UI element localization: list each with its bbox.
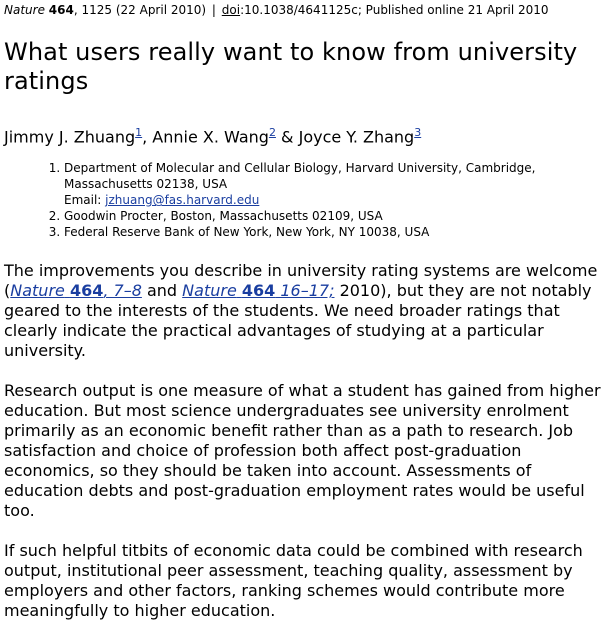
affiliation-link[interactable]: 2 [268, 126, 276, 139]
author-name: Joyce Y. Zhang [298, 127, 415, 147]
ref-volume: 464 [69, 281, 104, 301]
citation-volume: 464 [48, 3, 74, 17]
author-affiliation-ref [269, 126, 276, 139]
body-paragraph: If such helpful titbits of economic data could be combined with research output, institutional peer assessment, teaching quality, assessment by employers and other factors, ranking schemes would contribute more meaningfully to higher education. [4, 541, 583, 621]
affiliation-text: Department of Molecular and Cellular Biology, Harvard University, Cambridge, [64, 161, 536, 176]
article-body [4, 261, 602, 621]
author-name: Jimmy J. Zhuang [4, 127, 136, 147]
body-paragraph: Research output is one measure of what a student has gained from higher education. But most science undergraduates see university enrolment primarily as an economic benefit rather than as a path to research. Job satisfaction and choice of profession both affect post-graduation economics, so they should be taken into account. Assessments of education debts and post-graduation employment rates would be useful too. [4, 381, 601, 521]
doi-value: :10.1038/4641125c; Published online 21 April 2010 [240, 3, 549, 17]
ref-volume: 464 [241, 281, 276, 301]
affiliation-link[interactable]: 3 [414, 126, 422, 139]
ref-journal: Nature [182, 281, 237, 301]
citation-line [4, 3, 602, 18]
ref-journal: Nature [10, 281, 65, 301]
doi-link[interactable]: doi [221, 3, 241, 17]
body-paragraph [4, 261, 602, 361]
citation-journal: Nature [4, 3, 45, 17]
affiliation-item [64, 224, 602, 240]
author-list [4, 123, 602, 147]
author-name: Annie X. Wang [152, 127, 269, 147]
ref-pages: , 7–8 [103, 281, 142, 301]
reference-link[interactable] [10, 281, 142, 300]
email-link[interactable]: jzhuang@fas.harvard.edu [105, 193, 260, 208]
author-separator: , [142, 127, 153, 147]
paragraph-text: 2010), but they are not notably geared to the interests of the students. We need broader ratings that clearly indicate the practical advantages of studying at a particular university. [4, 281, 592, 361]
email-label: Email: [64, 193, 106, 208]
paragraph-text: and [141, 281, 183, 301]
affiliation-link[interactable]: 1 [135, 126, 143, 139]
author-affiliation-ref [414, 126, 421, 139]
author-separator: & [275, 127, 299, 147]
paragraph-text: The improvements you describe in university rating systems are welcome ( [4, 261, 598, 301]
ref-pages: 16–17; [275, 281, 335, 301]
article [4, 0, 602, 641]
affiliation-text: Goodwin Procter, Boston, Massachusetts 02109, USA [64, 209, 383, 224]
affiliation-text: Federal Reserve Bank of New York, New York, NY 10038, USA [64, 225, 430, 240]
affiliation-item [64, 160, 602, 208]
affiliation-text: Massachusetts 02138, USA [64, 177, 228, 192]
affiliation-list [4, 160, 602, 240]
article-title: What users really want to know from university ratings [4, 38, 578, 95]
citation-details: , 1125 (22 April 2010) [73, 3, 207, 17]
affiliation-item [64, 208, 602, 224]
reference-link[interactable] [182, 281, 334, 300]
citation-separator: | [211, 3, 216, 17]
